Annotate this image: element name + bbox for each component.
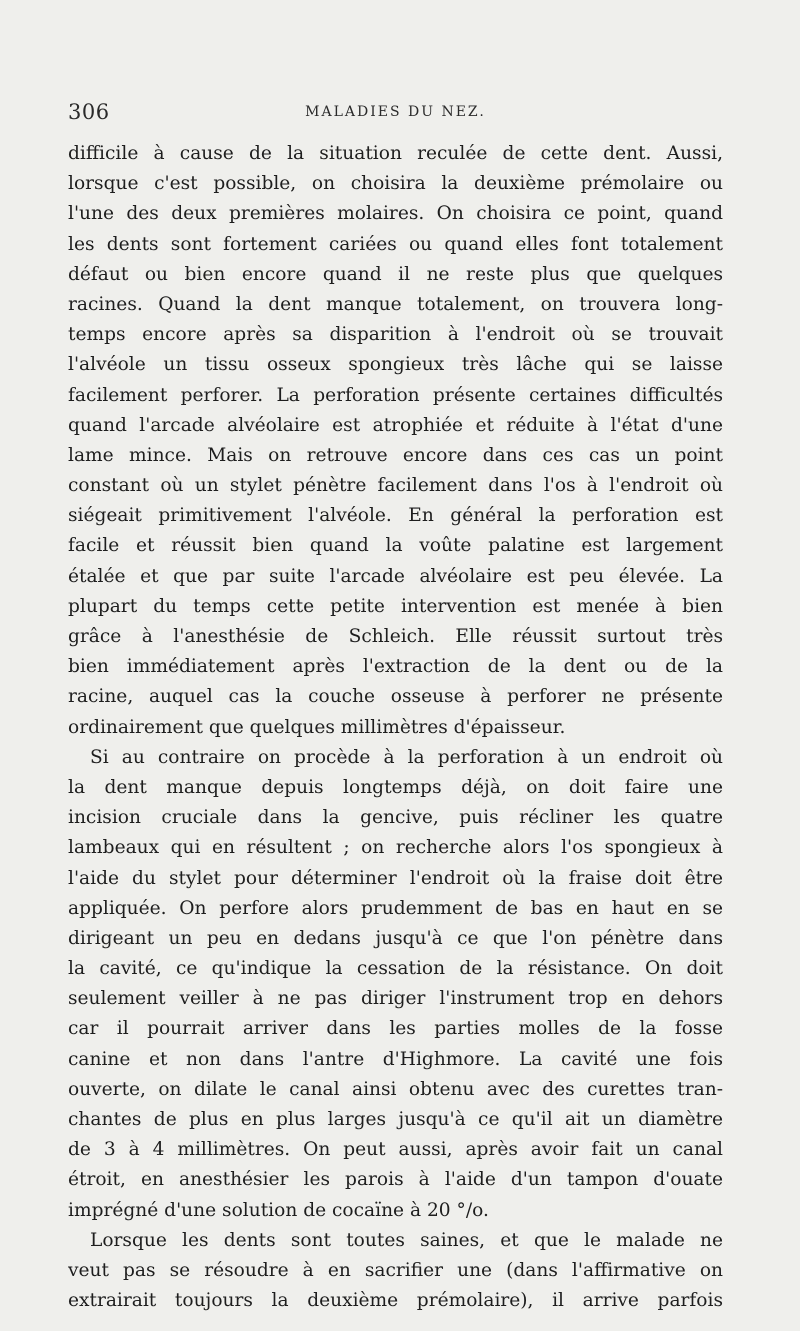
text-line: la dent manque depuis longtemps déjà, on doit faire une <box>68 776 723 798</box>
text-line: de 3 à 4 millimètres. On peut aussi, après avoir fait un canal <box>68 1139 723 1161</box>
text-line: dirigeant un peu en dedans jusqu'à ce que l'on pénètre dans <box>68 927 723 949</box>
text-line: étalée et que par suite l'arcade alvéolaire est peu élevée. La <box>68 565 723 587</box>
text-line: appliquée. On perfore alors prudemment de bas en haut en se <box>68 897 723 919</box>
text-line: quand l'arcade alvéolaire est atrophiée et réduite à l'état d'une <box>68 414 723 436</box>
paragraph <box>68 1226 723 1317</box>
text-line: siégeait primitivement l'alvéole. En général la perforation est <box>68 505 723 527</box>
text-line: difficile à cause de la situation reculée de cette dent. Aussi, <box>68 143 723 164</box>
running-title: MALADIES DU NEZ. <box>305 104 486 120</box>
text-line: l'aide du stylet pour déterminer l'endroit où la fraise doit être <box>68 867 723 889</box>
text-line: lorsque c'est possible, on choisira la deuxième prémolaire ou <box>68 173 723 195</box>
text-line: Si au contraire on procède à la perforation à un endroit où <box>90 746 723 768</box>
body-text <box>68 139 723 1316</box>
text-line: constant où un stylet pénètre facilement dans l'os à l'endroit où <box>68 475 723 497</box>
text-line: plupart du temps cette petite intervention est menée à bien <box>68 595 723 617</box>
text-line: ordinairement que quelques millimètres d'épaisseur. <box>68 716 566 738</box>
text-line: ouverte, on dilate le canal ainsi obtenu avec des curettes tran- <box>68 1078 723 1100</box>
page-header <box>68 100 723 130</box>
text-line: racines. Quand la dent manque totalement, on trouvera long- <box>68 293 723 315</box>
text-line: racine, auquel cas la couche osseuse à perforer ne présente <box>68 686 723 708</box>
text-line: seulement veiller à ne pas diriger l'instrument trop en dehors <box>68 988 723 1010</box>
text-line: car il pourrait arriver dans les parties molles de la fosse <box>68 1018 723 1040</box>
text-line: bien immédiatement après l'extraction de la dent ou de la <box>68 656 723 678</box>
text-line: la cavité, ce qu'indique la cessation de la résistance. On doit <box>68 958 723 980</box>
text-line: lambeaux qui en résultent ; on recherche alors l'os spongieux à <box>68 837 723 859</box>
text-line: temps encore après sa disparition à l'endroit où se trouvait <box>68 324 723 346</box>
page-number: 306 <box>68 100 110 124</box>
text-line: extrairait toujours la deuxième prémolaire), il arrive parfois <box>68 1290 723 1312</box>
text-line: lame mince. Mais on retrouve encore dans ces cas un point <box>68 444 723 466</box>
text-line: incision cruciale dans la gencive, puis récliner les quatre <box>68 807 723 829</box>
text-line: canine et non dans l'antre d'Highmore. La cavité une fois <box>68 1048 723 1070</box>
text-line: l'une des deux premières molaires. On choisira ce point, quand <box>68 203 723 225</box>
text-line: défaut ou bien encore quand il ne reste plus que quelques <box>68 263 723 285</box>
text-line: Lorsque les dents sont toutes saines, et que le malade ne <box>90 1229 723 1251</box>
text-line: facile et réussit bien quand la voûte palatine est largement <box>68 535 723 557</box>
text-line: étroit, en anesthésier les parois à l'aide d'un tampon d'ouate <box>68 1169 723 1191</box>
text-line: facilement perforer. La perforation présente certaines difficultés <box>68 384 723 406</box>
paragraph <box>68 139 723 743</box>
text-line: chantes de plus en plus larges jusqu'à ce qu'il ait un diamètre <box>68 1109 723 1130</box>
text-line: les dents sont fortement cariées ou quand elles font totalement <box>68 233 723 255</box>
text-line: veut pas se résoudre à en sacrifier une (dans l'affirmative on <box>68 1259 723 1281</box>
paragraph <box>68 743 723 1226</box>
text-line: imprégné d'une solution de cocaïne à 20 °/o. <box>68 1199 489 1221</box>
text-line: grâce à l'anesthésie de Schleich. Elle réussit surtout très <box>68 626 723 647</box>
text-line: l'alvéole un tissu osseux spongieux très lâche qui se laisse <box>68 354 723 376</box>
